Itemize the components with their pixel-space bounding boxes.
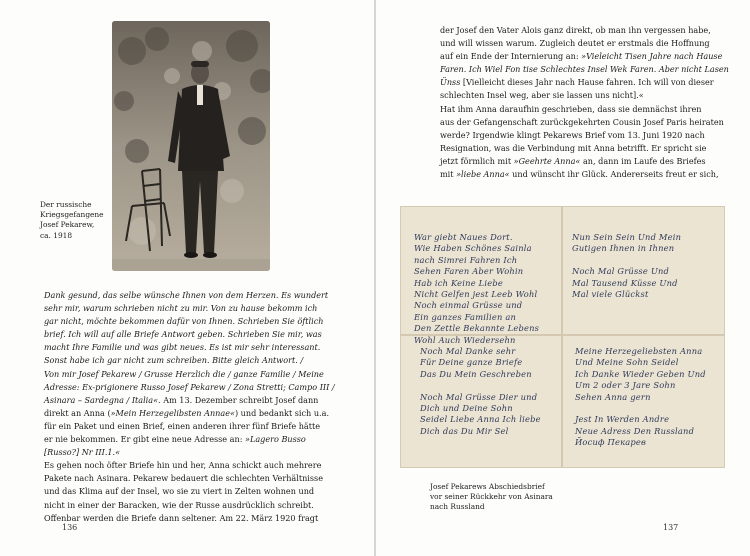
handwritten-line: Йосиф Пекарев (575, 437, 647, 448)
right-body-text (440, 24, 732, 181)
caption-line: Kriegsgefangene (40, 210, 104, 220)
caption-line: vor seiner Rückkehr von Asinara (430, 492, 553, 502)
handwritten-line: Mal Tausend Küsse Und (572, 277, 678, 288)
handwritten-line: Neue Adress Den Russland (575, 425, 695, 436)
body-line: der Josef den Vater Alois ganz direkt, ob man ihn vergessen habe, (440, 25, 711, 35)
handwritten-line: Seidel Liebe Anna Ich liebe (420, 414, 541, 425)
handwritten-line: Noch Mal Danke sehr (420, 346, 516, 356)
letter-fold-vertical (561, 206, 563, 468)
body-line: Hat ihm Anna daraufhin geschrieben, dass sie demnächst ihren (440, 103, 702, 114)
handwritten-line: Jest In Werden Andre (575, 414, 670, 425)
handwritten-line: nach Simrei Fahren Ich (414, 254, 518, 265)
page-number: 136 (62, 523, 78, 532)
body-line: jetzt förmlich mit »Geehrte Anna« an, dann im Laufe des Briefes (440, 155, 706, 166)
body-line: direkt an Anna (»Mein Herzegelibsten Annae«) und bedankt sich u.a. (44, 407, 330, 418)
left-body-text (44, 289, 335, 525)
handwritten-line: Sehen Faren Aber Wohin (414, 266, 524, 277)
body-line: brief. Ich will auf alle Briefe Antwort geben. Schrieben Sie mir, was (44, 329, 322, 340)
photo-caption (40, 200, 110, 241)
handwritten-line: Mal viele Glückst (572, 289, 649, 300)
page-number: 137 (663, 523, 679, 532)
body-line: mit »liebe Anna« und wünscht ihr Glück. Andererseits freut er sich, (440, 169, 719, 180)
handwritten-line: Wohl Auch Wiedersehn (414, 334, 516, 345)
caption-line: nach Russland (430, 502, 485, 512)
handwritten-line: Meine Herzegeliebsten Anna (575, 346, 703, 356)
handwritten-line: Um 2 oder 3 Jare Sohn (575, 380, 676, 391)
letter-quadrant-top-left (414, 232, 539, 346)
handwritten-line (575, 403, 706, 414)
handwritten-line: Ein ganzes Familien an (414, 311, 517, 322)
handwritten-line: Noch einmal Grüsse und (414, 300, 523, 311)
handwritten-line: Den Zettle Bekannte Lebens (414, 323, 540, 334)
handwritten-line: Sehen Anna gern (575, 391, 651, 402)
handwritten-line: Dich und Deine Sohn (420, 403, 513, 414)
handwritten-line: Das Du Mein Geschreben (420, 368, 532, 379)
letter-quadrant-bottom-right (575, 346, 706, 449)
body-line: Offenbar werden die Briefe dann seltener. Am 22. März 1920 fragt (44, 512, 319, 523)
portrait-photo (112, 21, 270, 271)
body-line: und will wissen warum. Zugleich deutet er erstmals die Hoffnung (440, 38, 710, 49)
body-line: werde? Irgendwie klingt Pekarews Brief vom 13. Juni 1920 nach (440, 129, 705, 140)
body-line: Adresse: Ex-prigionere Russo Josef Pekarew / Zona Stretti; Campo III / (44, 381, 335, 392)
handwritten-line: Dich das Du Mir Sel (420, 425, 509, 436)
handwritten-line: Hab ich Keine Liebe (414, 277, 503, 288)
handwritten-line: Nun Sein Sein Und Mein (572, 232, 682, 242)
handwritten-line: Noch Mal Grüsse Dier und (420, 391, 538, 402)
caption-line: Josef Pekarews Abschiedsbrief (430, 482, 545, 491)
letter-caption (430, 482, 560, 513)
body-line: [Russo?] Nr III.1.« (44, 447, 121, 458)
body-line: für ein Paket und einen Brief, einen anderen ihrer fünf Briefe hätte (44, 420, 321, 431)
handwritten-line: Für Deine ganze Briefe (420, 357, 523, 368)
handwritten-line: Ich Danke Wieder Geben Und (575, 368, 706, 379)
body-line: Es gehen noch öfter Briefe hin und her, Anna schickt auch mehrere (44, 460, 322, 471)
handwritten-line (420, 380, 541, 391)
left-page (0, 0, 374, 556)
handwritten-line: Nicht Gelfen jest Leeb Wohl (414, 289, 538, 300)
caption-line: Josef Pekarew, (40, 220, 95, 230)
handwritten-line (572, 255, 681, 266)
body-line: sehr mir, warum schrieben nicht zu mir. Von zu hause bekomm ich (44, 303, 318, 314)
handwritten-letter-image (400, 206, 725, 468)
letter-quadrant-bottom-left (420, 346, 541, 437)
body-line: gar nicht, möchte bekommen dafür von Ihnen. Schrieben Sie öftlich (44, 316, 324, 327)
body-line: Asinara – Sardegna / Italia«. Am 13. Dezember schreibt Josef dann (44, 394, 319, 405)
handwritten-line: Und Meine Sohn Seidel (575, 357, 679, 368)
body-line: macht Ihre Familie und was gibt neues. Es ist mir sehr interessant. (44, 342, 321, 353)
handwritten-line: War giebt Naues Dort. (414, 232, 513, 242)
body-line: Faren. Ich Wiel Fon tise Schlechtes Insel Wek Faren. Aber nicht Lasen (440, 64, 729, 75)
body-line: Dank gesund, das selbe wünsche Ihnen von dem Herzen. Es wundert (44, 290, 329, 300)
body-line: aus der Gefangenschaft zurückgekehrten Cousin Josef Paris heiraten (440, 116, 724, 127)
letter-quadrant-top-right (572, 232, 681, 300)
body-line: nicht in einer der Baracken, wie der Russe ausdrücklich schreibt. (44, 499, 314, 510)
handwritten-line: Noch Mal Grüsse Und (572, 266, 670, 277)
body-line: auf ein Ende der Internierung an: »Vieleicht Tisen Jahre nach Hause (440, 51, 723, 62)
handwritten-line: Gutigen Ihnen in Ihnen (572, 243, 675, 254)
body-line: Ünss [Vielleicht dieses Jahr nach Hause fahren. Ich will von dieser (440, 77, 714, 88)
handwritten-line: Wie Haben Schönes Sainla (414, 243, 532, 254)
body-line: er nie bekommen. Er gibt eine neue Adresse an: »Lagero Busso (44, 434, 306, 445)
body-line: Pakete nach Asinara. Pekarew bedauert die schlechten Verhältnisse (44, 473, 323, 484)
caption-line: ca. 1918 (40, 230, 73, 240)
caption-line: Der russische (40, 200, 92, 209)
body-line: schlechten Insel weg, aber sie lassen uns nicht].« (440, 90, 644, 101)
body-line: Resignation, was die Verbindung mit Anna betrifft. Er spricht sie (440, 142, 707, 153)
body-line: Von mir Josef Pekarew / Grusse Herzlich die / ganze Familie / Meine (44, 368, 324, 379)
body-line: Sonst habe ich gar nicht zum schreiben. Bitte gleich Antwort. / (44, 355, 304, 366)
body-line: und das Klima auf der Insel, wo sie zu viert in Zelten wohnen und (44, 486, 315, 497)
